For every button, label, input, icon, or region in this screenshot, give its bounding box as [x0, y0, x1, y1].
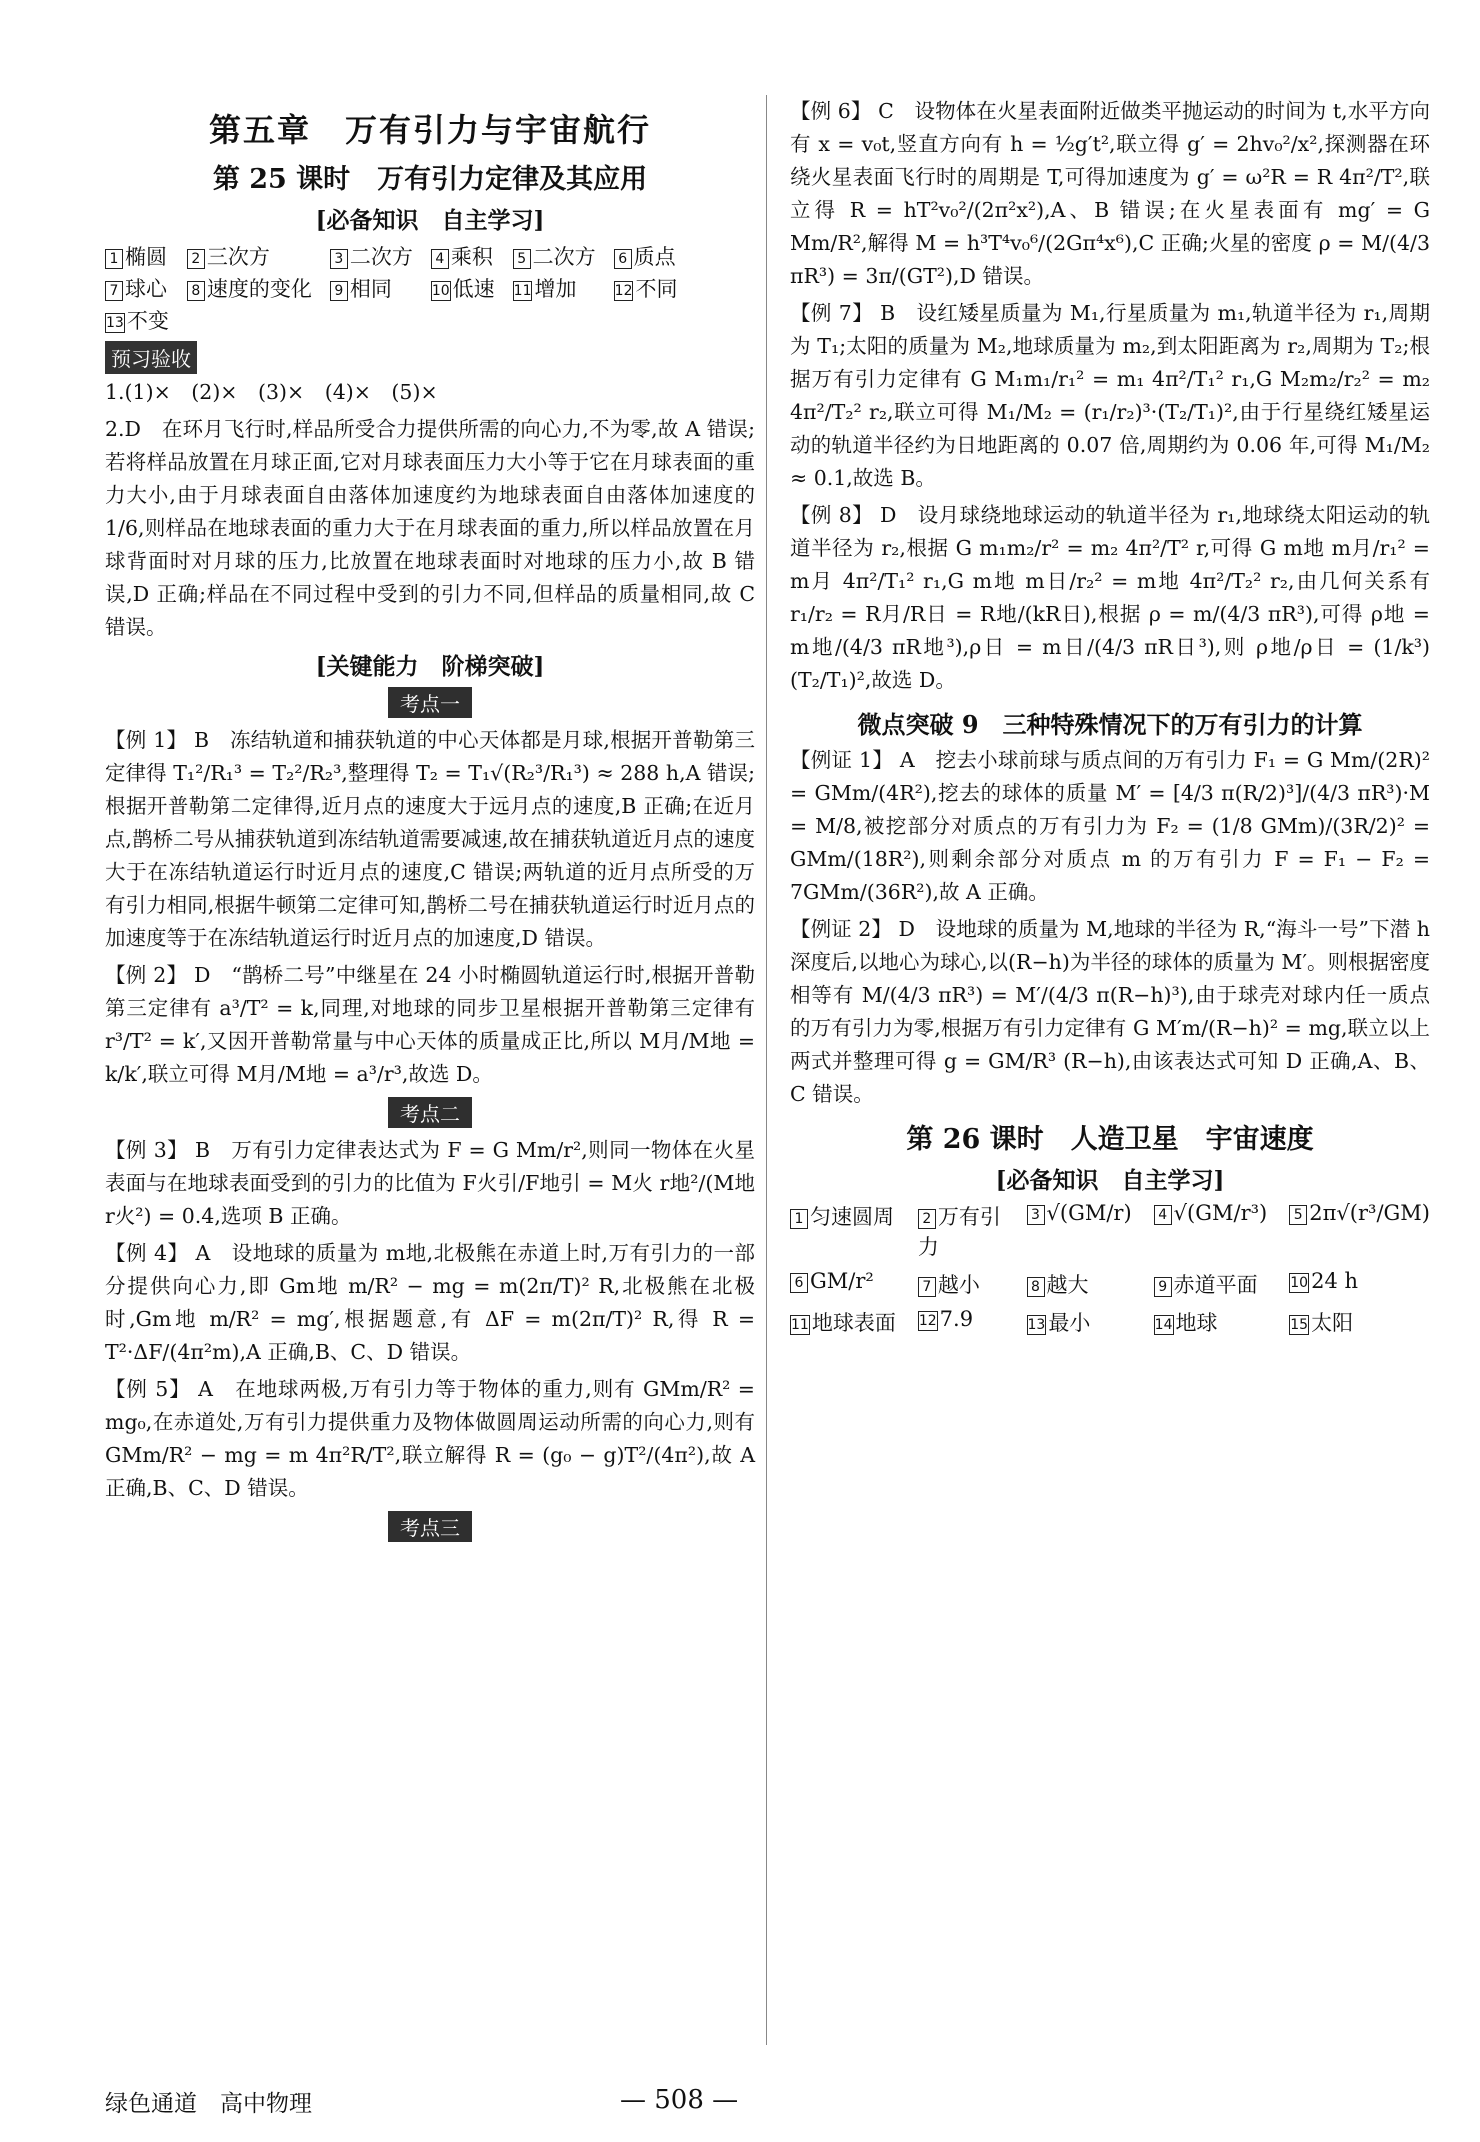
bixiu-item-text: 椭圆 — [125, 245, 167, 269]
lesson26-item-number: 11 — [791, 1316, 809, 1333]
bixiu-item-number: 7 — [105, 281, 123, 301]
lesson26-item-text: 越小 — [937, 1273, 980, 1297]
bixiu-item — [187, 241, 312, 271]
lesson26-item-text: 越大 — [1046, 1273, 1089, 1297]
bixiu-item-number: 3 — [330, 249, 348, 269]
lesson26-item-text: 万有引力 — [917, 1205, 1001, 1259]
lesson26-item-number: 3 — [1027, 1205, 1045, 1225]
lesson26-item — [790, 1307, 896, 1337]
lesson26-item — [918, 1269, 1005, 1299]
bixiu-item — [187, 273, 312, 303]
lesson26-item — [1154, 1201, 1268, 1261]
kaodian-3: 考点三 — [105, 1511, 755, 1542]
bixiu-item-text: 不同 — [635, 277, 678, 301]
example-8: 【例 8】 D 设月球绕地球运动的轨道半径为 r₁,地球绕太阳运动的轨道半径为 r₂,根据 G m₁m₂/r² = m₂ 4π²/T² r,可得 G m地 m月/r₁² = m月 4π²/T₁² r₁,G m地 m日/r₂² = m地 4π²/T₂² r₂,由几何关系有 r₁/r₂ = R月/R日 = R地/(kR日),根据 ρ = m/(4/3 πR³),可得 ρ地 = m地/(4/3 πR地³),ρ日 = m日/(4/3 πR日³),则 ρ地/ρ日 = (1/k³)(T₂/T₁)²,故选 D。 — [790, 503, 1430, 692]
section-bixiu: [必备知识 自主学习] — [315, 207, 545, 234]
lesson26-item-number: 9 — [1154, 1277, 1172, 1297]
example-3: 【例 3】 B 万有引力定律表达式为 F = G Mm/r²,则同一物体在火星表面与在地球表面受到的引力的比值为 F火引/F地引 = M火 r地²/(M地 r火²) = 0.4,选项 B 正确。 — [105, 1138, 755, 1228]
bixiu-item — [614, 241, 678, 271]
lesson26-item-text: 最小 — [1048, 1311, 1091, 1335]
lesson26-item-text: 太阳 — [1311, 1311, 1354, 1335]
bixiu-item-text: 增加 — [534, 277, 577, 301]
lesson26-item-number: 8 — [1027, 1277, 1045, 1297]
bixiu-item-number: 10 — [431, 282, 450, 299]
bixiu-item — [105, 273, 169, 303]
lesson26-item — [1289, 1307, 1430, 1337]
bixiu-item — [431, 241, 495, 271]
section-bixiu-2: [必备知识 自主学习] — [995, 1167, 1225, 1194]
lesson26-item — [918, 1307, 1005, 1337]
lesson26-item-number: 4 — [1154, 1205, 1172, 1225]
lesson26-item-text: 匀速圆周 — [810, 1205, 894, 1229]
lesson26-item-text: GM/r² — [810, 1269, 874, 1293]
lesson26-item-text: 7.9 — [939, 1307, 974, 1331]
lesson26-item-number: 14 — [1154, 1316, 1173, 1333]
example-5: 【例 5】 A 在地球两极,万有引力等于物体的重力,则有 GMm/R² = mg₀,在赤道处,万有引力提供重力及物体做圆周运动所需的向心力,则有 GMm/R² − mg = m 4π²R/T²,联立解得 R = (g₀ − g)T²/(4π²),故 A 正确,B、C、D 错误。 — [105, 1377, 755, 1500]
lesson26-item-text: 2π√(r³/GM) — [1309, 1201, 1430, 1225]
right-column — [790, 95, 1430, 1343]
lesson26-title: 第 26 课时 人造卫星 宇宙速度 — [906, 1124, 1314, 1155]
lesson26-item — [1027, 1201, 1132, 1261]
bixiu-item-text: 二次方 — [349, 245, 413, 269]
bixiu-item-text: 球心 — [125, 277, 167, 301]
lesson26-item-text: √(GM/r³) — [1173, 1201, 1268, 1225]
bixiu-item-number: 2 — [187, 249, 205, 269]
bixiu-item-text: 质点 — [633, 245, 676, 269]
bixiu-item-text: 相同 — [349, 277, 392, 301]
bixiu-answers — [105, 241, 755, 335]
lesson26-answers — [790, 1201, 1430, 1337]
bixiu-item-number: 5 — [513, 249, 531, 269]
bixiu-item-number: 9 — [330, 281, 348, 301]
lesson26-item-number: 13 — [1027, 1316, 1046, 1333]
example-2: 【例 2】 D “鹊桥二号”中继星在 24 小时椭圆轨道运行时,根据开普勒第三定律有 a³/T² = k,同理,对地球的同步卫星根据开普勒第三定律有 r³/T² = k′,又因开普勒常量与中心天体的质量成正比,所以 M月/M地 = k/k′,联立可得 M月/M地 = a³/r³,故选 D。 — [105, 963, 755, 1086]
lesson26-item-number: 2 — [918, 1209, 936, 1229]
lesson26-item-text: 地球 — [1175, 1311, 1218, 1335]
chapter-title: 第五章 万有引力与宇宙航行 — [208, 111, 651, 149]
bixiu-item — [513, 241, 596, 271]
bixiu-item — [105, 241, 169, 271]
lesson26-item — [790, 1201, 896, 1261]
bixiu-item-text: 三次方 — [206, 245, 270, 269]
bixiu-item-number: 8 — [187, 281, 205, 301]
bixiu-item-number: 11 — [513, 282, 532, 299]
lesson26-item — [1289, 1201, 1430, 1261]
section-guanjian: [关键能力 阶梯突破] — [315, 653, 545, 680]
column-divider — [766, 95, 767, 2045]
lesson26-item-number: 5 — [1289, 1205, 1307, 1225]
yuxi-answer-2: 2.D 在环月飞行时,样品所受合力提供所需的向心力,不为零,故 A 错误;若将样品放置在月球正面,它对月球表面压力大小等于它在月球表面的重力大小,由于月球表面自由落体加速度约为地球表面自由落体加速度的 1/6,则样品在地球表面的重力大于在月球表面的重力,所以样品放置在月球背面时对月球的压力,比放置在地球表面时对地球的压力小,故 B 错误,D 正确;样品在不同过程中受到的引力不同,但样品的质量相同,故 C 错误。 — [105, 417, 755, 639]
proof-example-2: 【例证 2】 D 设地球的质量为 M,地球的半径为 R,“海斗一号”下潜 h 深度后,以地心为球心,以(R−h)为半径的球体的质量为 M′。则根据密度相等有 M/(4/3 πR³) = M′/(4/3 π(R−h)³),由于球壳对球内任一质点的万有引力为零,根据万有引力定律有 G M′m/(R−h)² = mg,联立以上两式并整理可得 g = GM/R³ (R−h),由该表达式可知 D 正确,A、B、C 错误。 — [790, 917, 1431, 1106]
bixiu-item-text: 速度的变化 — [206, 277, 312, 301]
bixiu-item — [431, 273, 495, 303]
example-4: 【例 4】 A 设地球的质量为 m地,北极熊在赤道上时,万有引力的一部分提供向心力,即 Gm地 m/R² − mg = m(2π/T)² R,北极熊在北极时,Gm地 m/R² = mg′,根据题意,有 ΔF = m(2π/T)² R,得 R = T²·ΔF/(4π²m),A 正确,B、C、D 错误。 — [105, 1241, 755, 1364]
lesson26-item-number: 6 — [790, 1273, 808, 1293]
yuxi-answer-1: 1.(1)× (2)× (3)× (4)× (5)× — [105, 380, 438, 404]
lesson26-item-text: 24 h — [1311, 1269, 1358, 1293]
bixiu-item — [614, 273, 678, 303]
bixiu-item — [330, 241, 413, 271]
page-number: — 508 — — [620, 2085, 739, 2115]
lesson26-item-text: 地球表面 — [811, 1311, 896, 1335]
lesson26-item — [1154, 1307, 1268, 1337]
kaodian-1: 考点一 — [105, 687, 755, 718]
bixiu-item — [330, 273, 413, 303]
example-6: 【例 6】 C 设物体在火星表面附近做类平抛运动的时间为 t,水平方向有 x = v₀t,竖直方向有 h = ½g′t²,联立得 g′ = 2hv₀²/x²,探测器在环绕火星表面飞行时的周期是 T,可得加速度为 g′ = ω²R = R 4π²/T²,联立得 R = hT²v₀²/(2π²x²),A、B 错误;在火星表面有 mg′ = G Mm/R²,解得 M = h³T⁴v₀⁶/(2Gπ⁴x⁶),C 正确;火星的密度 ρ = M/(4/3 πR³) = 3π/(GT²),D 错误。 — [790, 99, 1430, 288]
bixiu-item-number: 13 — [106, 314, 124, 331]
kaodian-2: 考点二 — [105, 1097, 755, 1128]
lesson26-item — [790, 1269, 896, 1299]
proof-example-1: 【例证 1】 A 挖去小球前球与质点间的万有引力 F₁ = G Mm/(2R)² = GMm/(4R²),挖去的球体的质量 M′ = [4/3 π(R/2)³]/(4/3 πR³)·M = M/8,被挖部分对质点的万有引力为 F₂ = (1/8 GMm)/(3R/2)² = GMm/(18R²),则剩余部分对质点 m 的万有引力 F = F₁ − F₂ = 7GMm/(36R²),故 A 正确。 — [790, 748, 1430, 904]
lesson26-item-text: √(GM/r) — [1046, 1201, 1132, 1225]
example-1: 【例 1】 B 冻结轨道和捕获轨道的中心天体都是月球,根据开普勒第三定律得 T₁²/R₁³ = T₂²/R₂³,整理得 T₂ = T₁√(R₂³/R₁³) ≈ 288 h,A 错误;根据开普勒第二定律得,近月点的速度大于远月点的速度,B 正确;在近月点,鹊桥二号从捕获轨道到冻结轨道需要减速,故在捕获轨道近月点的速度大于在冻结轨道运行时近月点的速度,C 错误;两轨道的近月点所受的万有引力相同,根据牛顿第二定律可知,鹊桥二号在捕获轨道运行时近月点的加速度等于在冻结轨道运行时近月点的加速度,D 错误。 — [105, 728, 755, 950]
lesson26-item — [1154, 1269, 1268, 1299]
bixiu-item-text: 不变 — [126, 309, 169, 333]
lesson26-item — [1027, 1269, 1132, 1299]
lesson26-item-number: 1 — [790, 1209, 808, 1229]
lesson26-item-text: 赤道平面 — [1173, 1273, 1258, 1297]
left-column — [105, 95, 755, 1548]
bixiu-item-number: 4 — [431, 249, 449, 269]
example-7: 【例 7】 B 设红矮星质量为 M₁,行星质量为 m₁,轨道半径为 r₁,周期为 T₁;太阳的质量为 M₂,地球质量为 m₂,到太阳距离为 r₂,周期为 T₂;根据万有引力定律有 G M₁m₁/r₁² = m₁ 4π²/T₁² r₁,G M₂m₂/r₂² = m₂ 4π²/T₂² r₂,联立可得 M₁/M₂ = (r₁/r₂)³·(T₂/T₁)²,由于行星绕红矮星运动的轨道半径约为日地距离的 0.07 倍,周期约为 0.06 年,可得 M₁/M₂ ≈ 0.1,故选 B。 — [790, 301, 1430, 490]
micro-title: 微点突破 9 三种特殊情况下的万有引力的计算 — [857, 710, 1363, 739]
lesson26-item — [1289, 1269, 1430, 1299]
lesson26-item — [1027, 1307, 1132, 1337]
bixiu-item-text: 乘积 — [450, 245, 493, 269]
bixiu-item-number: 12 — [614, 282, 633, 299]
lesson26-item-number: 12 — [918, 1312, 937, 1329]
lesson26-item-number: 7 — [918, 1277, 936, 1297]
bixiu-item-number: 6 — [614, 249, 632, 269]
lesson26-item-number: 15 — [1290, 1316, 1309, 1333]
bixiu-item — [105, 305, 169, 335]
lesson26-item-number: 10 — [1290, 1274, 1309, 1291]
bixiu-item-text: 二次方 — [532, 245, 596, 269]
bixiu-item-text: 低速 — [452, 277, 495, 301]
bixiu-item — [513, 273, 596, 303]
lesson25-title: 第 25 课时 万有引力定律及其应用 — [212, 164, 648, 195]
lesson26-item — [918, 1201, 1005, 1261]
footer-book-title: 绿色通道 高中物理 — [105, 2091, 312, 2117]
bixiu-item-number: 1 — [105, 249, 123, 269]
yuxi-label: 预习验收 — [105, 341, 197, 374]
